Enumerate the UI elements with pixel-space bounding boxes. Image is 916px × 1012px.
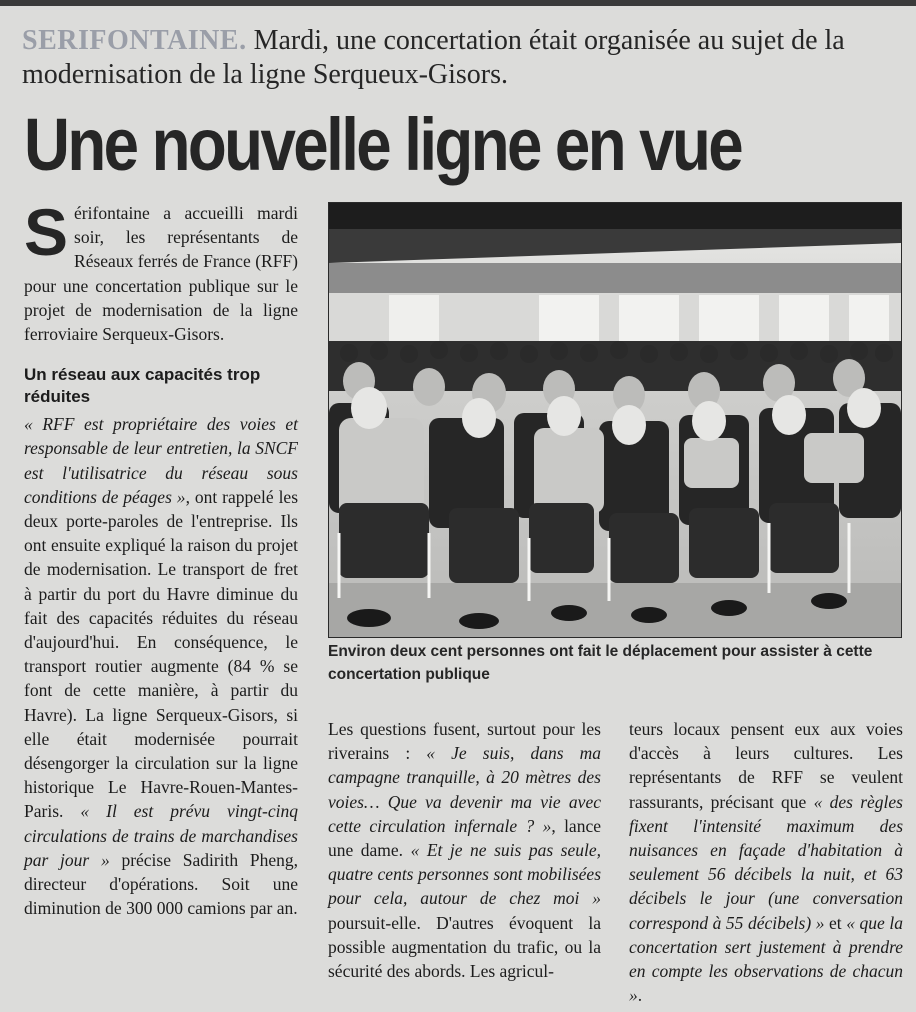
c2-text-b: , lance une dame. [328,815,601,861]
article-deck [22,24,902,92]
intro-text: érifontaine a accueilli mardi soir, les représentants de Réseaux ferrés de France (RFF) pour une concertation publique sur le projet de modernisation de la ligne ferroviaire Serqueux-Gisors. [24,203,298,345]
drop-cap: S [24,195,69,269]
c3-quote-2: « que la concertation sert justement à prendre en compte les observations de chacun » [629,912,904,1006]
c3-text-b: et [824,912,847,933]
body-paragraph-2 [328,717,601,983]
c3-text-a: teurs locaux pensent eux aux voies d'accès à leurs cultures. Les représentants de RFF se veulent rassurants, précisant que [629,719,903,812]
c2-quote-2: « Et je ne suis pas seule, quatre cents personnes sont mobilisées pour cela, autour de chez moi » [328,840,601,909]
subheading: Un réseau aux capacités trop réduites [24,365,261,407]
body-paragraph [24,412,298,920]
column-1 [24,195,299,920]
c2-text-c: poursuit-elle. D'autres évoquent la possible augmentation du trafic, ou la sécurité des abords. Les agricul- [328,912,601,982]
photo-caption: Environ deux cent personnes ont fait le déplacement pour assister à cette concertation publique [328,643,873,683]
body-text-2: précise Sadirith Pheng, directeur d'opérations. Soit une diminution de 300 000 camions par an. [24,849,298,919]
top-rule [0,0,916,6]
c3-quote-1: « des règles fixent l'intensité maximum des nuisances en façade d'habitation à seulement 56 décibels la nuit, et 63 décibels le jour (une conversation correspond à 55 décibels) » [629,791,903,933]
column-2 [328,717,601,983]
body-paragraph-3 [629,717,903,1007]
intro-paragraph [24,195,298,346]
quote-rff: « RFF est propriétaire des voies et responsable de leur entretien, la SNCF est l'utilisatrice du réseau sous conditions de péages » [24,414,298,507]
deck-text: Mardi, une concertation était organisée au sujet de la modernisation de la ligne Serqueux-Gisors. [22,25,845,90]
column-3 [629,717,903,1007]
article-headline: Une nouvelle ligne en vue [24,103,742,186]
body-text-1: , ont rappelé les deux porte-paroles de l'entreprise. Ils ont ensuite expliqué la raison du projet de modernisation. Le transport de fret à partir du port du Havre diminue du fait des capacités réduites du réseau d'aujourd'hui. En conséquence, le transport routier augmente (84 % se font de cette manière, à partir du Havre). La ligne Serqueux-Gisors, si elle était modernisée pourrait désengorger la circulation sur la ligne historique Le Havre-Rouen-Mantes-Paris. [24,486,299,822]
article-photo [328,202,902,638]
quote-circulations: « Il est prévu vingt-cinq circulations de trains de marchandises par jour » [24,801,298,870]
audience-photo-illustration [329,203,901,637]
deck-town: SERIFONTAINE. [22,25,247,56]
c2-quote-1: « Je suis, dans ma campagne tranquille, à 20 mètres des voies… Que va devenir ma vie avec cette circulation infernale ? » [328,743,601,836]
c2-text-a: Les questions fusent, surtout pour les riverains : [328,719,601,764]
c3-text-c: . [637,985,643,1006]
